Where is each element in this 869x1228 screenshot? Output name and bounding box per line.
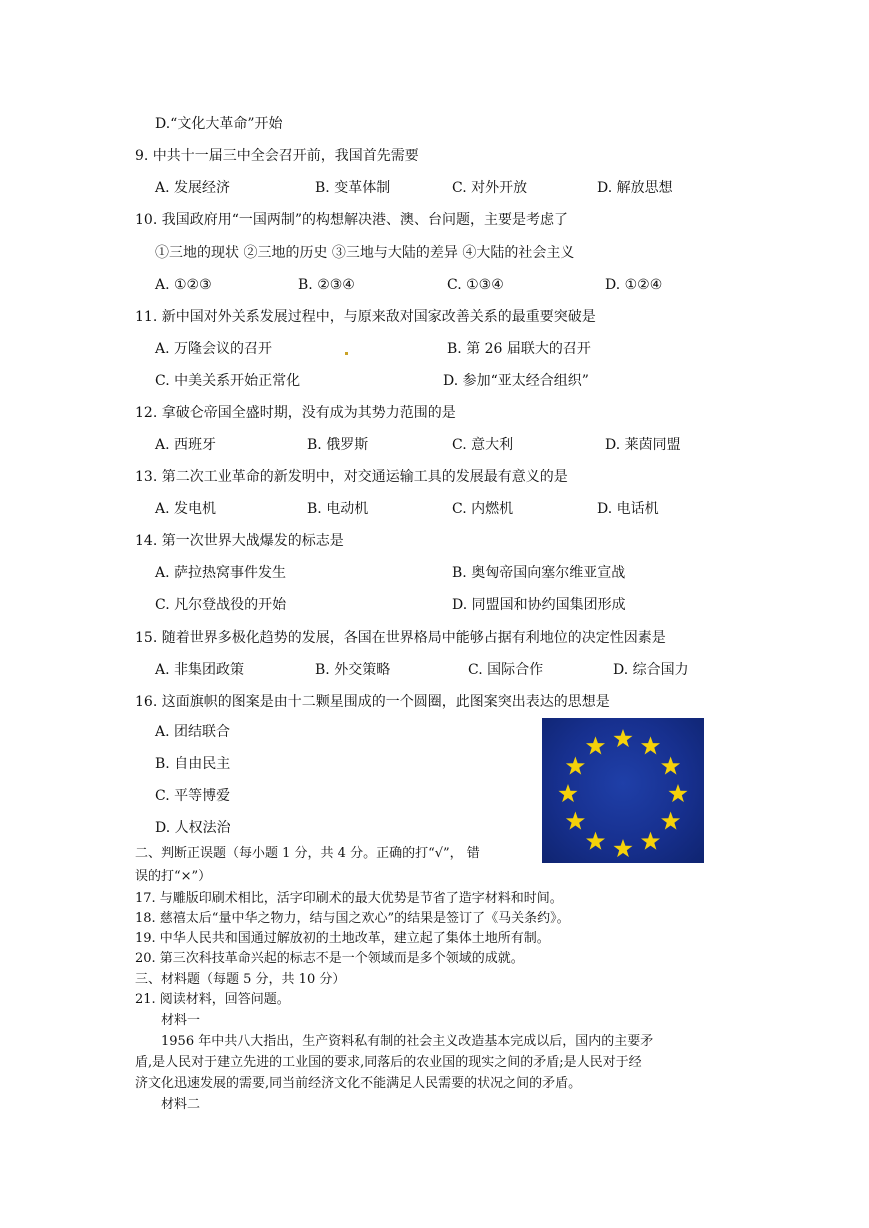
q15-option-c: C. 国际合作 [468, 662, 544, 678]
scan-speck [345, 352, 348, 355]
star-icon [566, 757, 585, 775]
q9-option-d: D. 解放思想 [597, 180, 673, 196]
q11-option-c: C. 中美关系开始正常化 [155, 373, 301, 389]
star-icon [566, 812, 585, 830]
q14-option-a: A. 萨拉热窝事件发生 [155, 565, 287, 581]
star-icon [586, 736, 605, 754]
q12-option-a: A. 西班牙 [155, 437, 217, 453]
q13-option-a: A. 发电机 [155, 501, 217, 517]
q14-option-d: D. 同盟国和协约国集团形成 [452, 597, 626, 613]
q10-option-a: A. ①②③ [155, 277, 212, 293]
section3-heading: 三、材料题（每题 5 分，共 10 分） [135, 972, 346, 987]
q11-option-b: B. 第 26 届联大的召开 [447, 341, 591, 357]
q11-option-d: D. 参加“亚太经合组织” [443, 373, 589, 389]
star-icon [669, 784, 688, 802]
q10-items: ①三地的现状 ②三地的历史 ③三地与大陆的差异 ④大陆的社会主义 [155, 245, 575, 261]
q10-option-c: C. ①③④ [447, 277, 504, 293]
star-icon [614, 839, 633, 857]
q15-option-a: A. 非集团政策 [155, 662, 245, 678]
q15-option-b: B. 外交策略 [315, 662, 391, 678]
star-icon [586, 832, 605, 850]
q16-option-d: D. 人权法治 [155, 820, 231, 836]
q11-stem: 11. 新中国对外关系发展过程中，与原来敌对国家改善关系的最重要突破是 [135, 309, 596, 325]
q9-option-a: A. 发展经济 [155, 180, 231, 196]
q15-option-d: D. 综合国力 [613, 662, 689, 678]
q10-option-d: D. ①②④ [605, 277, 663, 293]
q11-option-a: A. 万隆会议的召开 [155, 341, 273, 357]
q18-statement: 18. 慈禧太后“量中华之物力，结与国之欢心”的结果是签订了《马关条约》。 [135, 911, 570, 926]
q10-option-b: B. ②③④ [298, 277, 355, 293]
q15-stem: 15. 随着世界多极化趋势的发展，各国在世界格局中能够占据有利地位的决定性因素是 [135, 630, 666, 646]
star-circle [542, 718, 704, 863]
q13-option-b: B. 电动机 [307, 501, 369, 517]
q9-stem: 9. 中共十一届三中全会召开前，我国首先需要 [135, 148, 419, 164]
star-icon [559, 784, 578, 802]
star-icon [614, 729, 633, 747]
material-1-line-3: 济文化迅速发展的需要,同当前经济文化不能满足人民需要的状况之间的矛盾。 [135, 1076, 582, 1091]
q13-stem: 13. 第二次工业革命的新发明中，对交通运输工具的发展最有意义的是 [135, 469, 568, 485]
material-2-title: 材料二 [161, 1097, 201, 1112]
material-1-title: 材料一 [161, 1013, 201, 1028]
q12-stem: 12. 拿破仑帝国全盛时期，没有成为其势力范围的是 [135, 405, 456, 421]
q14-option-c: C. 凡尔登战役的开始 [155, 597, 287, 613]
star-icon [661, 812, 680, 830]
q17-statement: 17. 与雕版印刷术相比，活字印刷术的最大优势是节省了造字材料和时间。 [135, 891, 563, 906]
q16-option-a: A. 团结联合 [155, 724, 231, 740]
q13-option-d: D. 电话机 [597, 501, 659, 517]
q19-statement: 19. 中华人民共和国通过解放初的土地改革，建立起了集体土地所有制。 [135, 931, 550, 946]
q14-option-b: B. 奥匈帝国向塞尔维亚宣战 [452, 565, 626, 581]
section2-heading-cont: 误的打“×”） [135, 869, 212, 884]
eu-flag-image [542, 718, 704, 863]
q12-option-c: C. 意大利 [452, 437, 514, 453]
q9-option-c: C. 对外开放 [452, 180, 528, 196]
star-icon [641, 736, 660, 754]
material-1-line-1: 1956 年中共八大指出，生产资料私有制的社会主义改造基本完成以后，国内的主要矛 [161, 1034, 654, 1049]
q10-stem: 10. 我国政府用“一国两制”的构想解决港、澳、台问题，主要是考虑了 [135, 212, 569, 228]
q12-option-d: D. 莱茵同盟 [605, 437, 681, 453]
q16-stem: 16. 这面旗帜的图案是由十二颗星围成的一个圆圈，此图案突出表达的思想是 [135, 694, 610, 710]
star-icon [641, 832, 660, 850]
q16-option-c: C. 平等博爱 [155, 788, 231, 804]
q9-option-b: B. 变革体制 [315, 180, 391, 196]
star-icon [661, 757, 680, 775]
q21-stem: 21. 阅读材料，回答问题。 [135, 992, 290, 1007]
section2-heading: 二、判断正误题（每小题 1 分，共 4 分。正确的打“√”， 错 [135, 846, 480, 861]
material-1-line-2: 盾,是人民对于建立先进的工业国的要求,同落后的农业国的现实之间的矛盾;是人民对于经 [135, 1055, 642, 1070]
q13-option-c: C. 内燃机 [452, 501, 514, 517]
q20-statement: 20. 第三次科技革命兴起的标志不是一个领域而是多个领域的成就。 [135, 951, 524, 966]
q14-stem: 14. 第一次世界大战爆发的标志是 [135, 533, 344, 549]
q12-option-b: B. 俄罗斯 [307, 437, 369, 453]
q8-option-d: D.“文化大革命”开始 [155, 116, 283, 132]
q16-option-b: B. 自由民主 [155, 756, 231, 772]
